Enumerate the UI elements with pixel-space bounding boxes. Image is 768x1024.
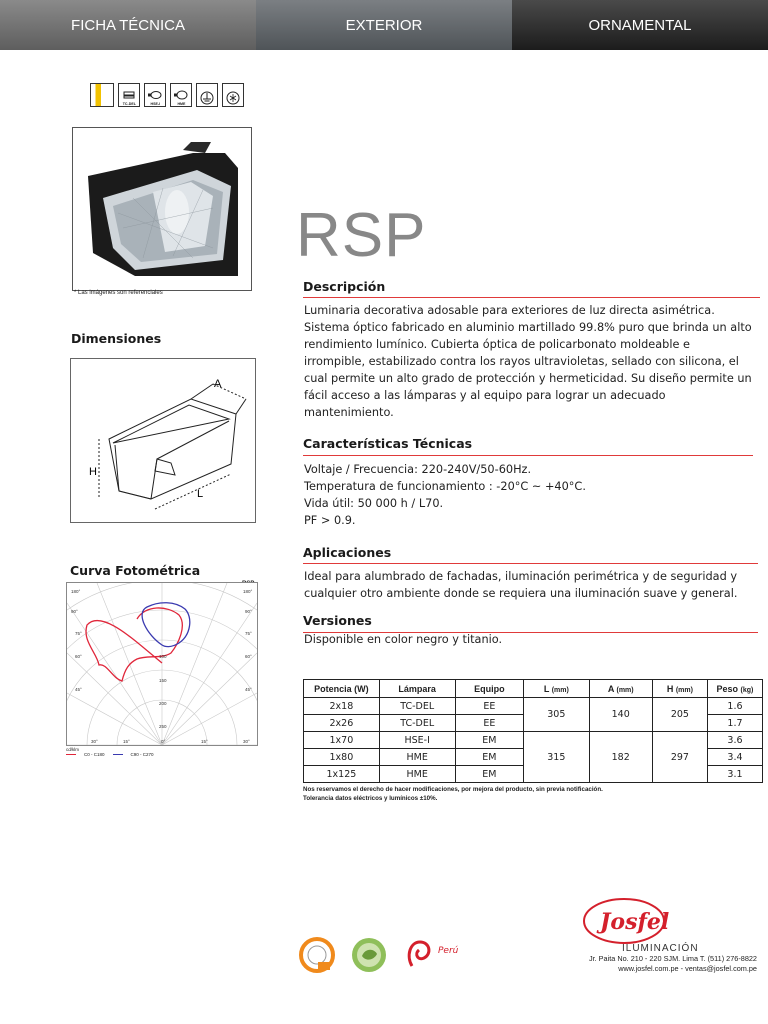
note-tolerance: Tolerancia datos eléctricos y lumínicos ±10%. xyxy=(303,794,438,802)
tab-ornamental-label: ORNAMENTAL xyxy=(588,16,692,34)
cell-a: 140 xyxy=(589,698,652,732)
legend-c0-swatch xyxy=(66,754,76,755)
spec-lifetime: Vida útil: 50 000 h / L70. xyxy=(304,497,444,510)
caracteristicas-list xyxy=(304,461,744,529)
dimensiones-title: Dimensiones xyxy=(71,331,162,346)
cell-equipo: EE xyxy=(455,698,524,715)
cell-lampara: TC-DEL xyxy=(379,715,455,732)
curve-legend xyxy=(66,747,154,757)
curva-title: Curva Fotométrica xyxy=(70,563,201,578)
angle-label: 90° xyxy=(245,609,252,614)
dim-h-label: H xyxy=(89,466,97,478)
cell-peso: 1.7 xyxy=(707,715,762,732)
tc-del-lamp-icon: TC-DEL xyxy=(118,83,140,107)
aplicaciones-rule xyxy=(303,563,758,564)
ground-class-icon xyxy=(196,83,218,107)
cell-lampara: HME xyxy=(379,749,455,766)
hme-lamp-icon: HME xyxy=(170,83,192,107)
dim-a-label: A xyxy=(214,378,222,390)
table-header-row xyxy=(304,680,763,698)
descripcion-rule xyxy=(303,297,760,298)
directional-light-icon xyxy=(90,83,114,107)
col-lampara: Lámpara xyxy=(379,680,455,698)
logo-text: Josfel xyxy=(600,909,670,935)
quality-seal-icon xyxy=(298,936,336,974)
product-photo xyxy=(72,127,252,291)
logo-subtitle: ILUMINACIÓN xyxy=(622,943,699,954)
versions-table xyxy=(303,679,763,783)
col-l: L (mm) xyxy=(524,680,589,698)
peru-label: Perú xyxy=(438,946,459,956)
table-notes xyxy=(303,786,603,803)
angle-label: 90° xyxy=(71,609,78,614)
spec-voltage: Voltaje / Frecuencia: 220-240V/50-60Hz. xyxy=(304,463,532,476)
dim-l-label: L xyxy=(197,488,204,500)
caracteristicas-title: Características Técnicas xyxy=(303,436,473,451)
angle-label: 45° xyxy=(75,687,82,692)
image-caption: * Las imágenes son referenciales xyxy=(74,290,163,296)
col-a: A (mm) xyxy=(589,680,652,698)
col-potencia: Potencia (W) xyxy=(304,680,380,698)
header-bar xyxy=(0,0,768,50)
web-email-line: www.josfel.com.pe - ventas@josfel.com.pe xyxy=(618,964,757,973)
cell-peso: 3.1 xyxy=(707,766,762,783)
angle-label: 180° xyxy=(71,589,81,594)
note-modifications: Nos reservamos el derecho de hacer modificaciones, por mejora del producto, sin previa notificación. xyxy=(303,786,603,793)
descripcion-title: Descripción xyxy=(303,279,386,294)
radial-label: 150 xyxy=(159,678,167,683)
cell-potencia: 1x80 xyxy=(304,749,380,766)
col-h: H (mm) xyxy=(652,680,707,698)
angle-label: 45° xyxy=(245,687,252,692)
company-logo xyxy=(582,895,742,959)
lamp-icons-row xyxy=(90,83,244,107)
cell-h: 205 xyxy=(652,698,707,732)
cell-equipo: EM xyxy=(455,749,524,766)
radial-label: 100 xyxy=(159,654,167,659)
cell-equipo: EM xyxy=(455,732,524,749)
aplicaciones-title: Aplicaciones xyxy=(303,545,392,560)
legend-c90-label: C90 - C270 xyxy=(130,752,154,757)
angle-label: 15° xyxy=(201,739,208,744)
cell-h: 297 xyxy=(652,732,707,783)
table-row xyxy=(304,732,763,749)
angle-label: 180° xyxy=(243,589,253,594)
cell-lampara: HSE-I xyxy=(379,732,455,749)
descripcion-text: Luminaria decorativa adosable para exteriores de luz directa asimétrica. Sistema óptico fabricado en aluminio martillado 99.8% puro que brinda un alto rendimiento lumínico. Cubierta óptica de policarbonato moldeable e irrompible, estabilizado contra los rayos ultravioletas, sellado con silicona, el cual permite un alto grado de protección y hermeticidad. Su diseño permite un fácil acceso a las lámparas y al equipo para lograr un adecuado mantenimiento. xyxy=(304,304,752,419)
tab-ficha-tecnica[interactable] xyxy=(0,0,256,50)
tab-exterior-label: EXTERIOR xyxy=(345,16,423,34)
cell-equipo: EM xyxy=(455,766,524,783)
dimensions-drawing xyxy=(70,358,256,523)
angle-label: 30° xyxy=(243,739,250,744)
company-address xyxy=(537,954,757,974)
col-peso: Peso (kg) xyxy=(707,680,762,698)
col-equipo: Equipo xyxy=(455,680,524,698)
angle-label: 15° xyxy=(123,739,130,744)
cell-lampara: TC-DEL xyxy=(379,698,455,715)
product-code: RSP xyxy=(296,201,427,270)
radial-label: 250 xyxy=(159,724,167,729)
tab-ornamental[interactable] xyxy=(512,0,768,50)
versiones-text: Disponible en color negro y titanio. xyxy=(304,633,503,646)
cell-peso: 3.4 xyxy=(707,749,762,766)
legend-c0-label: C0 - C180 xyxy=(84,752,105,757)
angle-label: 75° xyxy=(245,631,252,636)
radial-label: 200 xyxy=(159,701,167,706)
address-line: Jr. Paita No. 210 - 220 SJM. Lima T. (511) 276-8822 xyxy=(588,954,757,963)
peru-brand-icon xyxy=(404,936,464,974)
spec-pf: PF > 0.9. xyxy=(304,514,356,527)
cell-peso: 3.6 xyxy=(707,732,762,749)
cell-potencia: 1x125 xyxy=(304,766,380,783)
hse-i-lamp-icon: HSE-I xyxy=(144,83,166,107)
caracteristicas-rule xyxy=(303,455,753,456)
curve-unit: cd/klm xyxy=(66,747,80,752)
eco-seal-icon xyxy=(350,936,388,974)
versiones-title: Versiones xyxy=(303,613,372,628)
photometric-curve xyxy=(66,582,258,746)
cell-equipo: EE xyxy=(455,715,524,732)
cell-potencia: 2x26 xyxy=(304,715,380,732)
cell-l: 315 xyxy=(524,732,589,783)
cell-l: 305 xyxy=(524,698,589,732)
tab-exterior[interactable] xyxy=(256,0,512,50)
table-row xyxy=(304,698,763,715)
cell-lampara: HME xyxy=(379,766,455,783)
spec-temperature: Temperatura de funcionamiento : -20°C ~ +40°C. xyxy=(304,480,586,493)
cell-peso: 1.6 xyxy=(707,698,762,715)
angle-label: 75° xyxy=(75,631,82,636)
aplicaciones-text: Ideal para alumbrado de fachadas, iluminación perimétrica y de seguridad y cualquier otro ambiente donde se requiera una iluminación suave y general. xyxy=(304,570,738,600)
legend-c90-swatch xyxy=(113,754,123,755)
ip-protection-icon xyxy=(222,83,244,107)
angle-label: 60° xyxy=(245,654,252,659)
cell-potencia: 1x70 xyxy=(304,732,380,749)
cell-potencia: 2x18 xyxy=(304,698,380,715)
angle-label: 0° xyxy=(161,739,166,744)
angle-label: 60° xyxy=(75,654,82,659)
cell-a: 182 xyxy=(589,732,652,783)
tab-ficha-tecnica-label: FICHA TÉCNICA xyxy=(71,16,185,34)
angle-label: 30° xyxy=(91,739,98,744)
